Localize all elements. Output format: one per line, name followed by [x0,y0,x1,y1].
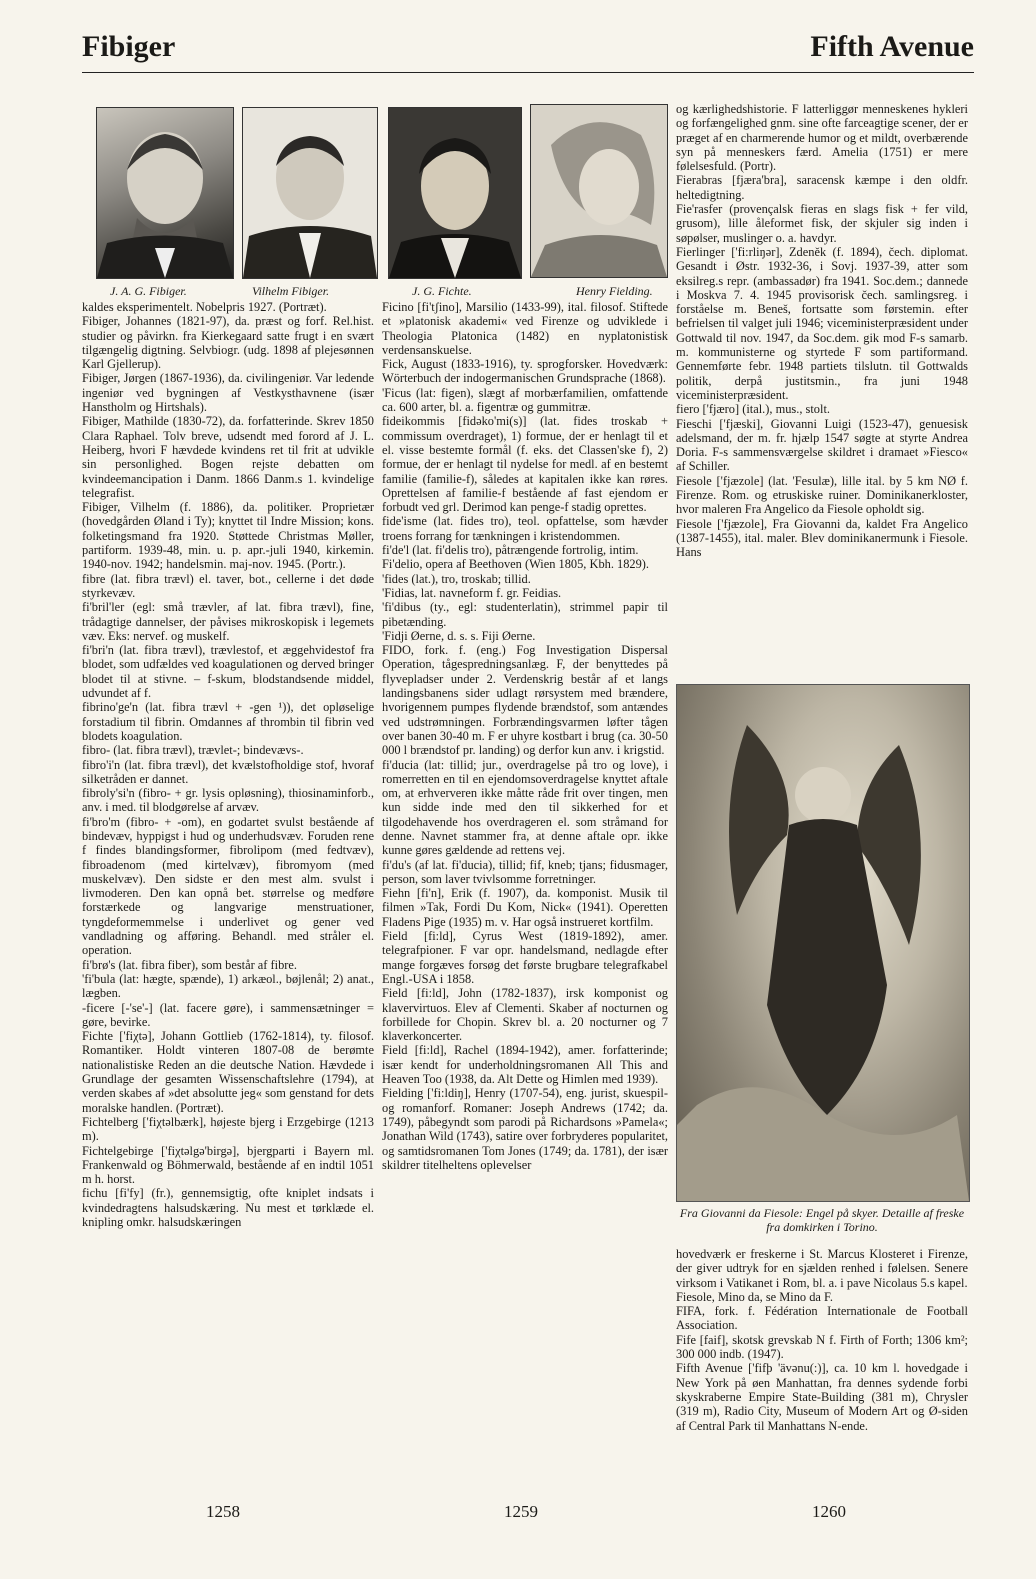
caption-fielding: Henry Fielding. [576,284,653,298]
entry: Fiehn [fi'n], Erik (f. 1907), da. komponist. Musik til filmen »Tak, Fordi Du Kom, Nick« (1941). Operetten Fladens Pige (1935) m. v. Har også instrueret kortfilm. [382,886,668,929]
entry: Fibiger, Vilhelm (f. 1886), da. politiker. Proprietær (hovedgården Øland i Ty); knyttet til Indre Mission; kons. folketingsmand fra 1920. Støttede Christmas Møller, partiform. 1939-48, min. u. p. apr.-juli 1940, kirkemin. 1940-nov. 1942; handelsmin. maj-nov. 1945. (Portr.). [82,500,374,572]
entry: Fichtelberg ['fiχtəlbærk], højeste bjerg i Erzgebirge (1213 m). [82,1114,374,1144]
entry: Fiesole ['fjæzole] (lat. 'Fesulæ), lille ital. by 5 km NØ f. Firenze. Rom. og etruskiske ruiner. Dominikanerkloster, hvor maleren Fra Angelico da Fiesole opholdt sig. [676,473,968,517]
entry: 'Fidias, lat. navneform f. gr. Feidias. [382,585,562,600]
entry: fibro'i'n (lat. fibra trævl), det kvælstofholdige stof, hvoraf silketråden er dannet. [82,757,374,786]
column-3-top [676,102,968,560]
entry: Fie'rasfer (provençalsk fieras en slags fisk + fer vild, grusom), lille åleformet fisk, der skjuler sig inden i søpølser, muslinger o. a. havdyr. [676,202,968,245]
entry: 'Fidji Øerne, d. s. s. Fiji Øerne. [382,628,536,643]
column-2 [382,300,668,1172]
entry: fichu [fi'fy] (fr.), gennemsigtig, ofte kniplet indsats i kvindedragtens halsudskæring. Nu mest et tørklæde el. knipling omkr. halsudskæringen [82,1186,374,1229]
entry: Fi'delio, opera af Beethoven (Wien 1805, Kbh. 1829). [382,557,650,572]
entry: fi'bri'n (lat. fibra trævl), trævlestof, et æggehvidestof fra blodet, som udfældes ved koagulationen og derved bringer blodet til at stivne. – f-skum, blodstandsende middel, udvundet af f. [82,643,374,701]
entry: Field [fi:ld], Cyrus West (1819-1892), amer. telegrafpioner. F var opr. handelsmand, nedlagde efter mange forgæves forsøg det første brugbare telegrafkabel Engl.-USA i 1858. [382,929,668,986]
entry: FIDO, fork. f. (eng.) Fog Investigation Dispersal Operation, tågespredningsanlæg. F, der benyttedes på flyvepladser under 2. Verdenskrig består af et langs landingsbanens sider udlagt rørsystem med brændere, hvorigennem pumpes flydende brændstof, som antændes ved udstrømningen. Forbrændingsvarmen løfter tågen over banen 30-40 m. F er uhyre kostbart i brug (ca. 30-50 000 l brændstof pr. landing) og derfor kun anv. i krigstid. [382,643,668,758]
entry: 'Ficus (lat: figen), slægt af morbærfamilien, omfattende ca. 600 arter, bl. a. figentræ og gummitræ. [382,385,668,415]
entry: 'fi'bula (lat: hægte, spænde), 1) arkæol., bøjlenål; 2) anat., lægben. [82,971,374,1001]
entry: Fiesole ['fjæzole], Fra Giovanni da, kaldet Fra Angelico (1387-1455), ital. maler. Blev dominikanermunk i Fiesole. Hans [676,516,968,560]
entry: fibro- (lat. fibra trævl), trævlet-; bindevævs-. [82,743,304,758]
entry: fi'de'l (lat. fi'delis tro), påtrængende fortrolig, intim. [382,543,639,558]
entry: Fielding ['fi:ldiŋ], Henry (1707-54), eng. jurist, skuespil- og romanforf. Romaner: Joseph Andrews (1742; da. 1749), påbegyndt som parodi på Richardsons »Pamela«; Jonathan Wild (1743), satire over forbryderes popularitet, og samtidsromanen Tom Jones (1749; da. 1781), der især skildrer titelheltens oplevelser [382,1086,668,1172]
entry: Fife [faif], skotsk grevskab N f. Firth of Forth; 1306 km²; 300 000 indb. (1947). [676,1332,968,1362]
entry: Fibiger, Jørgen (1867-1936), da. civilingeniør. Var ledende ingeniør ved bygningen af Vestkysthavnene (især Hanstholm og Hirtshals). [82,371,374,415]
entry: fi'ducia (lat: tillid; jur., overdragelse på tro og love), i romerretten en til en ejendomsoverdragelse knyttet aftale om, at erhververen ikke måtte råde frit over tingen, men kun sidde inde med den til sikkerhed for et tilgodehavende hos overdrageren el. som stråmand for denne. Navnet stammer fra, at denne aftale opr. ikke kunne gøres gældende ad rettens vej. [382,757,668,858]
entry: fiero ['fjæro] (ital.), mus., stolt. [676,402,830,417]
entry: Fifth Avenue ['fifþ 'ävənu(:)], ca. 10 km l. hovedgade i New York på øen Manhattan, fra dennes sydende forbi skyskraberne Empire State-Building (381 m), Chrysler (319 m), Radio City, Museum of Modern Art og Ø-siden af Central Park til Manhattans N-ende. [676,1361,968,1433]
entry: Field [fi:ld], Rachel (1894-1942), amer. forfatterinde; især kendt for underholdningsromanen All This and Heaven Too (1938, da. Alt Dette og Himlen med 1939). [382,1043,668,1087]
entry: Fierlinger ['fi:rliŋər], Zdeněk (f. 1894), čech. diplomat. Gesandt i Østr. 1932-36, i Sovj. 1937-39, atter som eksilreg.s repr. (ambassadør) fra 1941. Soc.dem.; dannede i Moskva 7. 4. 1945 provisorisk čech. samlingsreg. i forståelse m. Beneš, fortsatte som førstemin. efter befrielsen til valget juli 1946; viceministerpræsident under Gottwald til nov. 1947, da Soc.dem. gik mod F-s samarb. m. kommunisterne og styrtede F som partiformand. Gennemførte febr. 1948 partiets tilslutn. til Gottwalds politik, derpå justitsmin., fra juni 1948 viceministerpræsident. [676,244,968,402]
entry: fideikommis [fidəko'mi(s)] (lat. fides troskab + commissum overdraget), 1) formue, der er henlagt til et el. visse bestemte formål (f. eks. det Classen'ske f), 2) formue, der er henlagt til nydelse for medl. af en bestemt familie (familie-f), således at kapitalen ikke kan røres. Oprettelsen af familie-f bestående af fast ejendom er forbudt ved grl. Derimod kan penge-f stadig oprettes. [382,414,668,515]
painting-caption: Fra Giovanni da Fiesole: Engel på skyer. Detaille af freske fra domkirken i Torino. [679,1206,965,1234]
entry: Field [fi:ld], John (1782-1837), irsk komponist og klavervirtuos. Elev af Clementi. Skaber af nocturnen og forbillede for Chopin. Skrev bl. a. 20 nocturner og 7 klaverkoncerter. [382,986,668,1044]
entry: Fieschi ['fjæski], Giovanni Luigi (1523-47), genuesisk adelsmand, der m. fr. hjælp 1547 søgte at styrte Andrea Doria. F-s sammensværgelse skildret i dramaet »Fiesco« af Schiller. [676,416,968,474]
entry: Fichte ['fiχtə], Johann Gottlieb (1762-1814), ty. filosof. Romantiker. Holdt vinteren 1807-08 de berømte nationalistiske Reden an die deutsche Nation. Hævdede i Grundlage der gesamten Wissenschaftslehre (1794), at verden skabes af »det absolutte jeg« som genstand for dets moralske handlen. (Portræt). [82,1029,374,1115]
entry: Ficino [fi'tʃino], Marsilio (1433-99), ital. filosof. Stiftede et »platonisk akademi« ved Firenze og udviklede i Theologia Platonica (1482) en nyplatonistisk verdensanskuelse. [382,300,668,357]
entry: Fick, August (1833-1916), ty. sprogforsker. Hovedværk: Wörterbuch der indogermanischen Grundsprache (1868). [382,357,668,386]
entry: Fichtelgebirge ['fiχtəlgə'birgə], bjergparti i Bayern ml. Frankenwald og Böhmerwald, bestående af en indtil 1051 m h. horst. [82,1143,374,1187]
entry: fi'brø's (lat. fibra fiber), som består af fibre. [82,957,298,972]
entry: og kærlighedshistorie. F latterliggør menneskenes hykleri og forfængelighed gnm. sine ofte farceagtige scener, der er præget af en charmerende humor og et mildt, overbærende syn på menneskers færd. Amelia (1751) er mere følelsesfuld. (Portr). [676,102,968,174]
portrait-fielding [530,104,668,278]
entry: hovedværk er freskerne i St. Marcus Klosteret i Firenze, der giver udtryk for en sjælden renhed i følelsen. Senere virksom i Vatikanet i Rom, bl. a. i pave Nicolaus 5.s kapel. [676,1247,968,1290]
caption-vilhelm-fibiger: Vilhelm Fibiger. [252,284,330,298]
entry: fibrino'ge'n (lat. fibra trævl + -gen ¹)), det opløselige forstadium til fibrin. Omdannes af thrombin til fibrin ved blodets koagulation. [82,700,374,743]
portrait-jag-fibiger [96,107,234,279]
entry: FIFA, fork. f. Fédération Internationale de Football Association. [676,1304,968,1333]
portrait-fichte [388,107,522,279]
entry: fide'isme (lat. fides tro), teol. opfattelse, som hævder troens forrang for tænkningen i kristendommen. [382,514,668,543]
entry: 'fi'dibus (ty., egl: studenterlatin), strimmel papir til pibetænding. [382,600,668,629]
entry: fibre (lat. fibra trævl) el. taver, bot., cellerne i det døde styrkevæv. [82,571,374,600]
caption-fichte: J. G. Fichte. [412,284,472,298]
header-rule [82,72,974,73]
entry: Fibiger, Johannes (1821-97), da. præst og forf. Rel.hist. studier og påvirkn. fra Kierkegaard satte frugt i en svært tilgængelig digtning. Selvbiogr. (udg. 1898 af plejesønnen Karl Gjellerup). [82,314,374,372]
column-1 [82,300,374,1229]
entry: fi'bro'm (fibro- + -om), en godartet svulst bestående af bindevæv, hyppigst i hud og underhudsvæv. Foruden rene f findes blandingsformer, fibrolipom (med fedtvæv), fibroadenom (med kirtelvæv), fibromyom (med muskelvæv). Den sidste er den mest alm. svulst i livmoderen. Den kan opnå bet. størrelse og medføre forstærkede og langvarige menstruationer, tyngdeformemmelse i underlivet og gener ved vandladning og afføring. Behandl. med stråler el. operation. [82,814,374,958]
running-head-left: Fibiger [82,30,176,63]
caption-jag-fibiger: J. A. G. Fibiger. [110,284,187,298]
angel-painting [676,684,970,1202]
page-number-1259: 1259 [504,1502,538,1521]
page-number-1260: 1260 [812,1502,846,1521]
entry: kaldes eksperimentelt. Nobelpris 1927. (Portræt). [82,300,327,314]
entry: -ficere [-'se'-] (lat. facere gøre), i sammensætninger = gøre, bevirke. [82,1000,374,1029]
portrait-vilhelm-fibiger [242,107,378,279]
entry: fibroly'si'n (fibro- + gr. lysis opløsning), thiosinaminforb., anv. i med. til blodgørelse af arvæv. [82,786,374,815]
entry: Fiesole, Mino da, se Mino da F. [676,1289,833,1304]
entry: fi'bril'ler (egl: små trævler, af lat. fibra trævl), fine, trådagtige dannelser, der påvises mikroskopisk i legemets væv. Eks: nervef. og muskelf. [82,600,374,643]
entry: 'fides (lat.), tro, troskab; tillid. [382,571,531,586]
column-3-bottom [676,1247,968,1433]
running-head-right: Fifth Avenue [810,30,974,63]
page-number-1258: 1258 [206,1502,240,1521]
entry: Fierabras [fjæra'bra], saracensk kæmpe i den oldfr. heltedigtning. [676,173,968,202]
entry: Fibiger, Mathilde (1830-72), da. forfatterinde. Skrev 1850 Clara Raphael. Tolv breve, udsendt med forord af J. L. Heiberg, hvori F hævdede kvindens ret til frit at udvikle sin personlighed. Bogen rejste debatten om kvindeemancipation i Danm. 1866 Danm.s 1. kvindelige telegrafist. [82,414,374,500]
entry: fi'du's (af lat. fi'ducia), tillid; fif, kneb; tjans; fidusmager, person, som laver tvivlsomme forretninger. [382,857,668,886]
